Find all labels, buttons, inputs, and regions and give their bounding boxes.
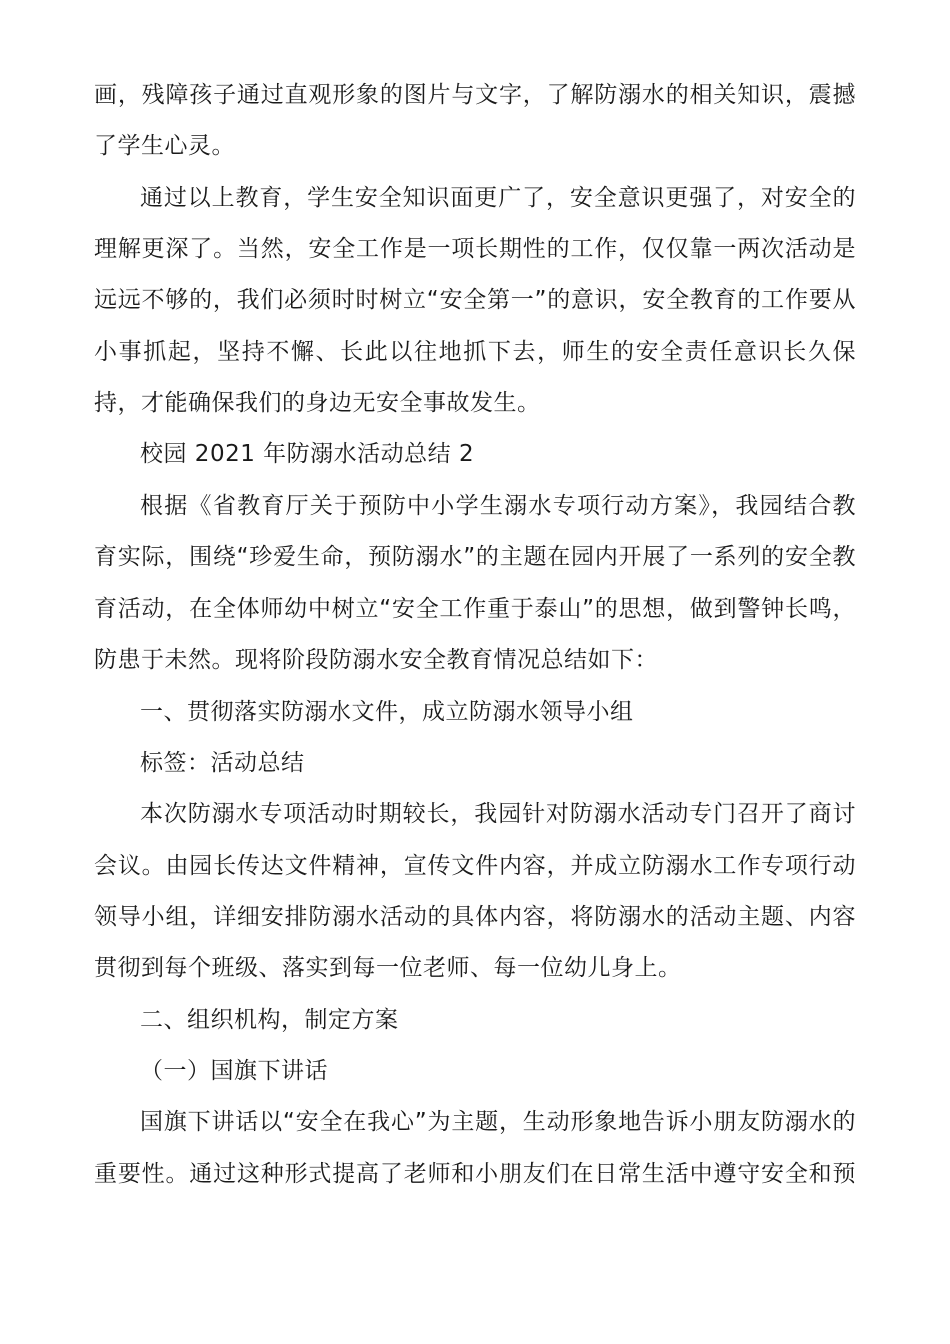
paragraph-line: 画，残障孩子通过直观形象的图片与文字，了解防溺水的相关知识，震撼 bbox=[94, 82, 856, 108]
section-heading: 二、组织机构，制定方案 bbox=[140, 1007, 399, 1033]
paragraph-line: 小事抓起，坚持不懈、长此以往地抓下去，师生的安全责任意识长久保 bbox=[94, 339, 856, 365]
paragraph-line: 根据《省教育厅关于预防中小学生溺水专项行动方案》，我园结合教 bbox=[140, 493, 856, 519]
section-heading: 校园 2021 年防溺水活动总结 2 bbox=[140, 441, 475, 467]
section-heading: 一、贯彻落实防溺水文件，成立防溺水领导小组 bbox=[140, 699, 634, 725]
paragraph-line: 领导小组，详细安排防溺水活动的具体内容，将防溺水的活动主题、内容 bbox=[94, 904, 856, 930]
paragraph-line: 本次防溺水专项活动时期较长，我园针对防溺水活动专门召开了商讨 bbox=[140, 801, 856, 827]
paragraph-line: 了学生心灵。 bbox=[94, 133, 235, 159]
subsection-heading: （一）国旗下讲话 bbox=[140, 1058, 328, 1084]
paragraph-line: 通过以上教育，学生安全知识面更广了，安全意识更强了，对安全的 bbox=[140, 185, 856, 211]
paragraph-line: 持，才能确保我们的身边无安全事故发生。 bbox=[94, 390, 541, 416]
paragraph-line: 远远不够的，我们必须时时树立“安全第一”的意识，安全教育的工作要从 bbox=[94, 287, 856, 313]
tag-line: 标签：活动总结 bbox=[140, 750, 305, 776]
paragraph-line: 育实际，围绕“珍爱生命，预防溺水”的主题在园内开展了一系列的安全教 bbox=[94, 544, 856, 570]
paragraph-line: 重要性。通过这种形式提高了老师和小朋友们在日常生活中遵守安全和预 bbox=[94, 1161, 856, 1187]
paragraph-line: 贯彻到每个班级、落实到每一位老师、每一位幼儿身上。 bbox=[94, 955, 682, 981]
paragraph-line: 育活动，在全体师幼中树立“安全工作重于泰山”的思想，做到警钟长鸣， bbox=[94, 596, 856, 622]
paragraph-line: 防患于未然。现将阶段防溺水安全教育情况总结如下： bbox=[94, 647, 658, 673]
paragraph-line: 会议。由园长传达文件精神，宣传文件内容，并成立防溺水工作专项行动 bbox=[94, 853, 856, 879]
paragraph-line: 理解更深了。当然，安全工作是一项长期性的工作，仅仅靠一两次活动是 bbox=[94, 236, 856, 262]
paragraph-line: 国旗下讲话以“安全在我心”为主题，生动形象地告诉小朋友防溺水的 bbox=[140, 1109, 856, 1135]
